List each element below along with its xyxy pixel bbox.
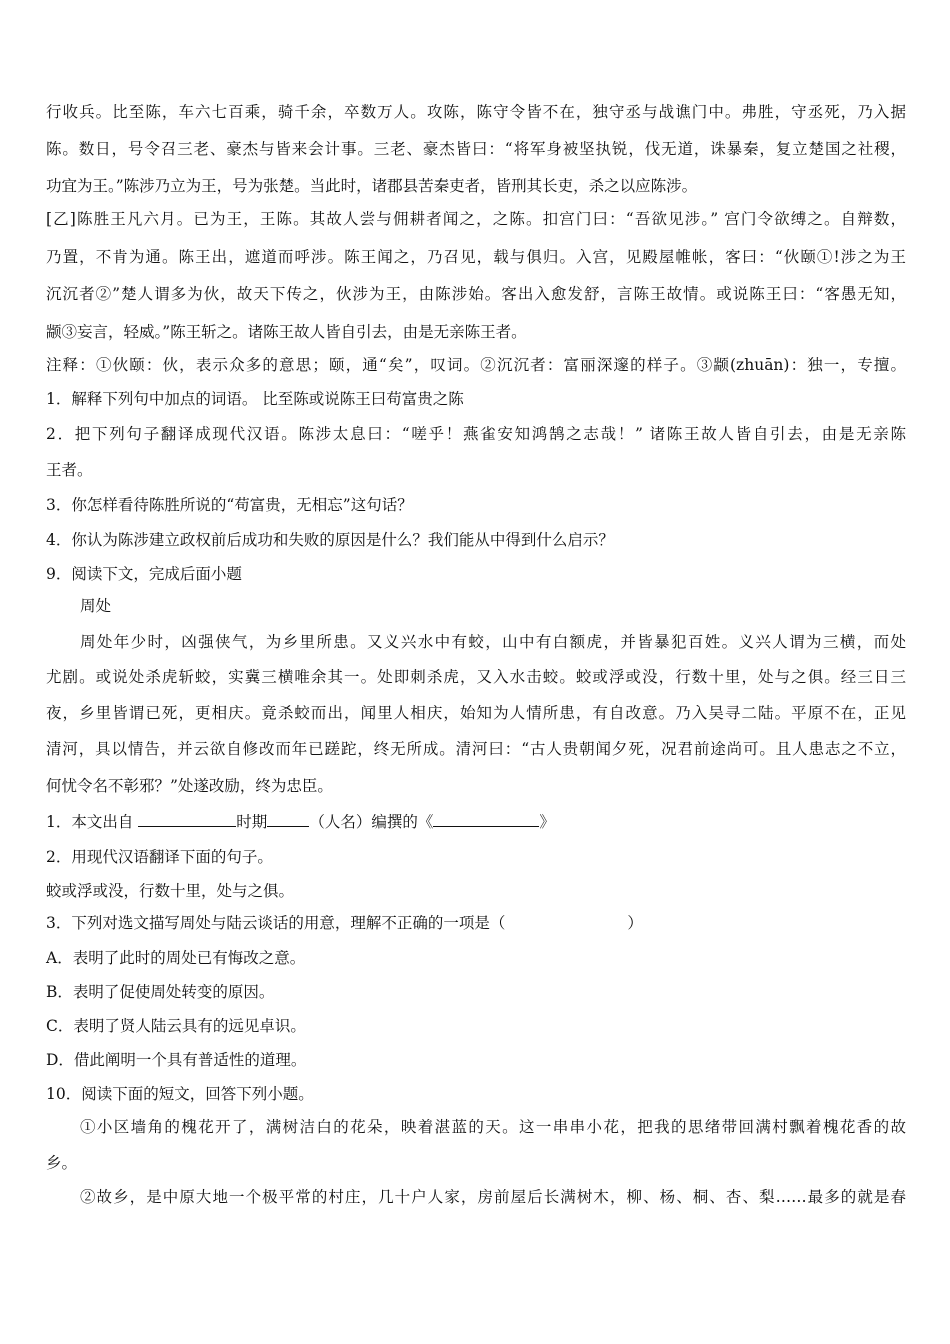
text-line: 周处年少时，凶强侠气，为乡里所患。又义兴水中有蛟，山中有白额虎，并皆暴犯百姓。义兴人谓为三横，而处 [80,633,906,651]
passage-title: 周处 [80,597,112,615]
text-line: 乃置，不肯为通。陈王出，遮道而呼涉。陈王闻之，乃召见，载与俱归。入宫，见殿屋帷帐，客曰：“伙颐①!涉之为王 [46,248,906,266]
blank-author[interactable] [267,812,309,827]
text-line: [乙]陈胜王凡六月。已为王，王陈。其故人尝与佣耕者闻之，之陈。扣宫门曰：“吾欲见涉。” 宫门令欲缚之。自辩数， [46,210,906,228]
question: 2．用现代汉语翻译下面的句子。 [46,848,273,866]
option-a: A．表明了此时的周处已有悔改之意。 [46,949,306,967]
text-line: ①小区墙角的槐花开了，满树洁白的花朵，映着湛蓝的天。这一串串小花，把我的思绪带回满村飘着槐花香的故 [80,1118,906,1136]
text-line: 行收兵。比至陈，车六七百乘，骑千余，卒数万人。攻陈，陈守令皆不在，独守丞与战谯门中。弗胜，守丞死，乃入据 [46,103,906,121]
q3-text: 3．下列对选文描写周处与陆云谈话的用意，理解不正确的一项是（ [46,914,506,932]
question-heading: 9．阅读下文，完成后面小题 [46,565,242,583]
option-d: D．借此阐明一个具有普适性的道理。 [46,1051,307,1069]
q1-text: 1．本文出自 [46,813,139,831]
question: 3．你怎样看待陈胜所说的“苟富贵，无相忘”这句话？ [46,496,413,514]
blank-book[interactable] [433,812,539,827]
question: 1．解释下列句中加点的词语。 比至陈或说陈王曰苟富贵之陈 [46,390,464,408]
q1-text: （人名）编撰的《 [309,813,434,831]
sentence: 蛟或浮或没，行数十里，处与之俱。 [46,882,295,900]
text-line: 功宜为王。”陈涉乃立为王，号为张楚。当此时，诸郡县苦秦吏者，皆刑其长吏，杀之以应陈涉。 [46,177,698,195]
text-line: 夜，乡里皆谓已死，更相庆。竟杀蛟而出，闻里人相庆，始知为人情所患，有自改意。乃入吴寻二陆。平原不在，正见 [46,704,906,722]
option-c: C．表明了贤人陆云具有的远见卓识。 [46,1017,306,1035]
text-line: 沉沉者②”楚人谓多为伙，故天下传之，伙涉为王，由陈涉始。客出入愈发舒，言陈王故情。或说陈王曰：“客愚无知， [46,285,906,303]
text-line: 尤剧。或说处杀虎斩蛟，实冀三横唯余其一。处即刺杀虎，又入水击蛟。蛟或浮或没，行数十里，处与之俱。经三日三 [46,668,906,686]
text-line: 乡。 [46,1154,78,1172]
question: 4．你认为陈涉建立政权前后成功和失败的原因是什么？我们能从中得到什么启示？ [46,531,614,549]
text-line: 何忧令名不彰邪？”处遂改励，终为忠臣。 [46,777,333,795]
question: 2．把下列句子翻译成现代汉语。陈涉太息曰：“嗟乎！燕雀安知鸿鹄之志哉！” 诸陈王故人皆自引去，由是无亲陈 [46,425,906,443]
text-line: ②故乡，是中原大地一个极平常的村庄，几十户人家，房前屋后长满树木，柳、杨、桐、杏、梨……最多的就是春 [80,1188,906,1206]
text-line: 陈。数日，号令召三老、豪杰与皆来会计事。三老、豪杰皆曰：“将军身被坚执锐，伐无道，诛暴秦，复立楚国之社稷， [46,140,906,158]
question-fill-blank [46,812,555,832]
annotation-notes: 注释：①伙颐：伙，表示众多的意思；颐，通“矣”，叹词。②沉沉者：富丽深邃的样子。③颛(zhuān)：独一，专擅。 [46,356,906,374]
question [46,913,643,933]
option-b: B．表明了促使周处转变的原因。 [46,983,275,1001]
question: 王者。 [46,461,93,479]
q1-text: 时期 [236,813,268,831]
text-line: 清河，具以情告，并云欲自修改而年已蹉跎，终无所成。清河曰：“古人贵朝闻夕死，况君前途尚可。且人患志之不立， [46,740,906,758]
q3-close: ） [627,914,643,932]
text-line: 颛③妄言，轻威。”陈王斩之。诸陈王故人皆自引去，由是无亲陈王者。 [46,323,527,341]
q1-text: 》 [539,813,555,831]
question-heading: 10．阅读下面的短文，回答下列小题。 [46,1085,314,1103]
blank-period[interactable] [138,812,236,827]
